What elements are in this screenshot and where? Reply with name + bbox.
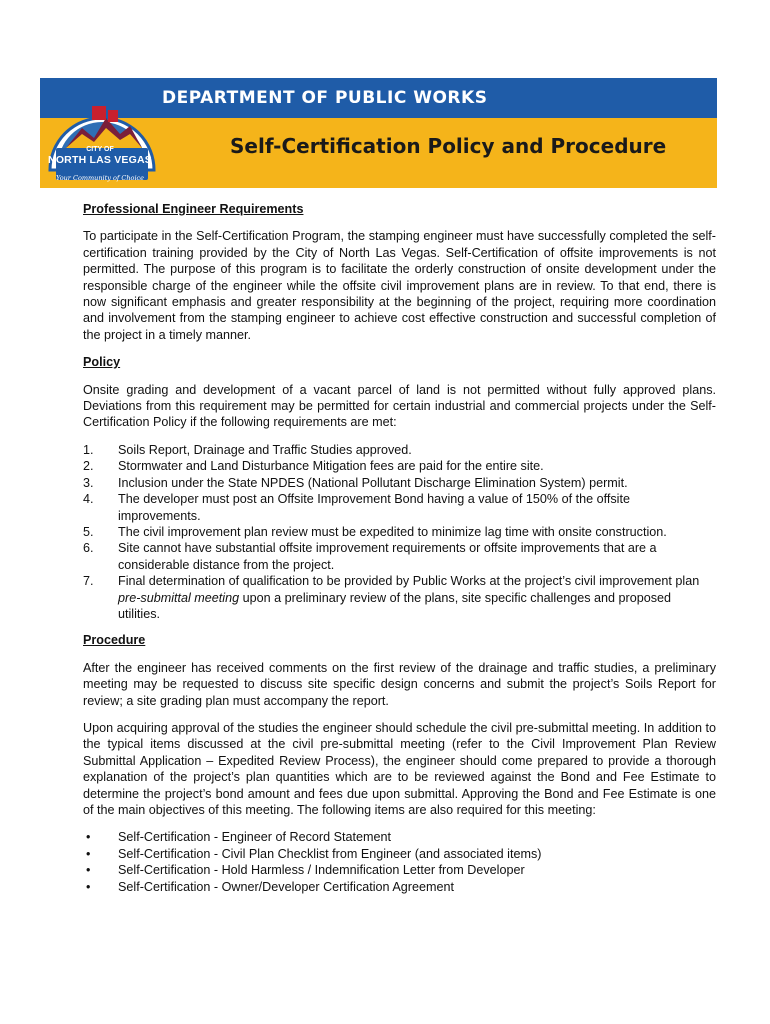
requirement-number: 5. xyxy=(83,524,94,539)
procedure-paragraph-1: After the engineer has received comments on the first review of the drainage and traffic studies, a preliminary meeting may be requested to discuss site specific design concerns and submit the project’s Soils Report for review; a site grading plan must accompany the report. xyxy=(83,660,716,708)
required-item-text: Self-Certification - Civil Plan Checklist from Engineer (and associated items) xyxy=(118,846,542,861)
city-seal-icon xyxy=(44,88,162,184)
requirement-text: Soils Report, Drainage and Traffic Studies approved. xyxy=(118,442,412,457)
required-item xyxy=(83,829,716,845)
bullet-icon: • xyxy=(86,863,91,878)
requirement-number: 1. xyxy=(83,442,94,457)
requirement-item xyxy=(83,442,716,458)
bullet-icon: • xyxy=(86,830,91,845)
requirement-item xyxy=(83,491,716,524)
requirements-list xyxy=(83,442,716,622)
bullet-icon: • xyxy=(86,846,91,861)
requirement-emphasis: pre-submittal meeting xyxy=(118,590,240,605)
required-item xyxy=(83,862,716,878)
procedure-paragraph-2: Upon acquiring approval of the studies the engineer should schedule the civil pre-submittal meeting. In addition to the typical items discussed at the civil pre-submittal meeting (refer to the Civil Improvement Plan Review Submittal Application – Expedited Review Process), the engineer should come prepared to provide a thorough explanation of the project’s plan quantities which are to be reviewed against the Bond and Fee Estimate to determine the project’s bond amount and fees due upon submittal. Approving the Bond and Fee Estimate is one of the main objectives of this meeting. The following items are also required for this meeting: xyxy=(83,720,716,817)
header-banner xyxy=(40,78,717,188)
required-item-text: Self-Certification - Engineer of Record Statement xyxy=(118,830,391,845)
required-item xyxy=(83,846,716,862)
required-item-text: Self-Certification - Owner/Developer Certification Agreement xyxy=(118,879,454,894)
pe-requirements-paragraph: To participate in the Self-Certification Program, the stamping engineer must have successfully completed the self-certification training provided by the City of North Las Vegas. Self-Certification of offsite improvements is not permitted. The purpose of this program is to facilitate the orderly construction of onsite development under the responsible charge of the engineer while the offsite civil improvement plans are in review. To that end, there is now significant emphasis and greater responsibility at the beginning of the project, requiring more coordination and involvement from the stamping engineer to achieve cost effective construction and successful completion of the project in a timely manner. xyxy=(83,229,716,342)
requirement-text: Inclusion under the State NPDES (National Pollutant Discharge Elimination System) permit. xyxy=(118,475,628,490)
requirement-text: Stormwater and Land Disturbance Mitigation fees are paid for the entire site. xyxy=(118,459,544,474)
required-items-list xyxy=(83,829,716,895)
policy-paragraph: Onsite grading and development of a vacant parcel of land is not permitted without fully approved plans. Deviations from this requirement may be permitted for certain industrial and commercial projects under the Self-Certification Policy if the following requirements are met: xyxy=(83,382,716,430)
requirement-item xyxy=(83,475,716,491)
requirement-item xyxy=(83,458,716,474)
requirement-text: upon a preliminary review of the plans, site specific challenges and proposed utilities. xyxy=(118,590,672,621)
requirement-number: 6. xyxy=(83,541,94,556)
logo-city-label: CITY OF xyxy=(86,146,114,153)
requirement-item xyxy=(83,540,716,573)
document-body xyxy=(83,201,716,895)
required-item xyxy=(83,879,716,895)
document-title: Self-Certification Policy and Procedure xyxy=(230,134,667,158)
bullet-icon: • xyxy=(86,879,91,894)
requirement-item xyxy=(83,573,716,622)
requirement-text: Site cannot have substantial offsite improvement requirements or offsite improvements that are a considerable distance from the project. xyxy=(118,541,657,572)
requirement-number: 4. xyxy=(83,492,94,507)
requirement-number: 3. xyxy=(83,475,94,490)
logo-tagline: Your Community of Choice xyxy=(55,174,145,182)
policy-heading: Policy xyxy=(83,355,121,370)
requirement-item xyxy=(83,524,716,540)
city-logo xyxy=(44,88,162,184)
requirement-text: Final determination of qualification to be provided by Public Works at the project’s civil improvement plan xyxy=(118,574,700,589)
pe-requirements-heading: Professional Engineer Requirements xyxy=(83,202,304,216)
department-title: DEPARTMENT OF PUBLIC WORKS xyxy=(162,88,488,108)
requirement-number: 7. xyxy=(83,574,94,589)
required-item-text: Self-Certification - Hold Harmless / Indemnification Letter from Developer xyxy=(118,863,525,878)
procedure-heading: Procedure xyxy=(83,633,146,648)
requirement-number: 2. xyxy=(83,459,94,474)
requirement-text: The civil improvement plan review must be expedited to minimize lag time with onsite construction. xyxy=(118,524,667,539)
requirement-text: The developer must post an Offsite Improvement Bond having a value of 150% of the offsite improvements. xyxy=(118,492,630,523)
logo-city-name: NORTH LAS VEGAS xyxy=(48,154,152,166)
